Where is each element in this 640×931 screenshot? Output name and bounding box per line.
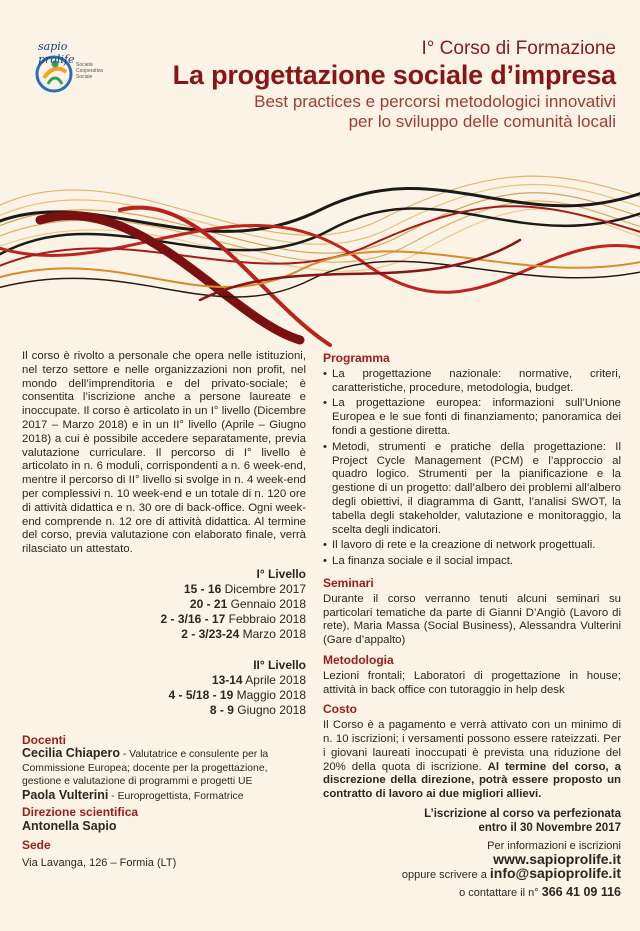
date-row: 2 - 3/23-24 Marzo 2018 (181, 626, 306, 641)
date-row: 2 - 3/16 - 17 Febbraio 2018 (160, 611, 306, 626)
list-item: • Il lavoro di rete e la creazione di network progettuali. (323, 539, 621, 553)
page-title: La progettazione sociale d’impresa (172, 60, 616, 90)
level-2-label: II° Livello (253, 657, 306, 672)
decorative-waves (0, 150, 640, 350)
metodologia-text: Lezioni frontali; Laboratori di progettazione in house; attività in back office con tutoraggio in help desk (323, 669, 621, 696)
left-column (22, 350, 306, 870)
course-kicker: I° Corso di Formazione (421, 38, 616, 59)
iscrizione-block (323, 808, 621, 901)
subtitle-line2: per lo sviluppo delle comunità locali (348, 112, 616, 131)
iscrizione-line1: L’iscrizione al corso va perfezionata (424, 807, 621, 820)
date-row: 4 - 5/18 - 19 Maggio 2018 (168, 687, 306, 702)
logo-tagline: Società Cooperativa Sociale (76, 62, 103, 80)
logo (14, 40, 104, 100)
schedule (22, 567, 306, 718)
date-row: 20 - 21 Gennaio 2018 (189, 596, 306, 611)
level-1-label: I° Livello (256, 566, 306, 581)
right-column (323, 352, 621, 901)
date-row: 13-14 Aprile 2018 (211, 672, 306, 687)
programma-heading: Programma (323, 351, 390, 365)
costo-heading: Costo (323, 702, 357, 717)
date-row: 8 - 9 Giugno 2018 (209, 702, 306, 717)
docenti-heading: Docenti (22, 732, 67, 747)
sede-address: Via Lavanga, 126 – Formia (LT) (22, 856, 177, 869)
email-link[interactable]: info@sapioprolife.it (489, 865, 621, 882)
docente-entry: Cecilia Chiapero - Valutatrice e consulente per la Commissione Europea; docente per la progettazione, gestione e valutazione di programmi e progetti UE (22, 746, 269, 788)
direzione-name: Antonella Sapio (22, 818, 117, 833)
direzione-heading: Direzione scientifica (22, 805, 139, 820)
programma-list (323, 368, 621, 569)
phone-line: o contattare il n° 366 41 09 116 (459, 884, 621, 899)
list-item: • La finanza sociale e il social impact. (323, 555, 621, 569)
logo-brand: sapio prolife (38, 40, 75, 66)
list-item: • La progettazione europea: informazioni sull’Unione Europea e le sue fonti di finanziamento; panoramica dei fondi a gestione diretta. (323, 397, 621, 438)
docenti-section (22, 734, 306, 871)
subtitle-line1: Best practices e percorsi metodologici innovativi (254, 92, 616, 111)
phone-number[interactable]: 366 41 09 116 (541, 884, 621, 899)
email-line: oppure scrivere a info@sapioprolife.it (401, 865, 621, 882)
seminari-text: Durante il corso verranno tenuti alcuni seminari su particolari tematiche da parte di Gianni D’Angiò (Lavoro di rete), Maria Massa (Social Business), Alessandra Vulterini (Gare d’appalto) (323, 592, 621, 647)
costo-text: Il Corso è a pagamento e verrà attivato con un minimo di n. 10 iscrizioni; i versamenti possono essere rateizzati. Per i giovani laureati inoccupati è prevista una riduzione del 20% della quota di iscrizione. Al termine del corso, a discrezione della direzione, potrà essere proposto un contratto di lavoro ai due migliori allievi. (323, 719, 621, 801)
metodologia-heading: Metodologia (323, 652, 394, 667)
docente-entry: Paola Vulterini - Europrogettista, Formatrice (22, 787, 244, 802)
sede-heading: Sede (22, 838, 51, 853)
intro-text: Il corso è rivolto a personale che opera nelle istituzioni, nel terzo settore e nelle organizzazioni non profit, nel mondo dell’imprenditoria e del privato-sociale; è consentita l’iscrizione anche a persone laureate e inoccupate. Il corso è articolato in un I° livello (Dicembre 2017 – Marzo 2018) e in un II° livello (Aprile – Giugno 2018) a cui è possibile accedere separatamente, previa valutazione curriculare. Il percorso di I° livello è articolato in n. 6 moduli, corrispondenti a n. 6 week-end, mentre il percorso di II° livello si svolge in n. 4 week-end per complessivi n. 10 week-end e un totale di n. 120 ore di attività didattica e n. 30 ore di back-office. Ogni week-end comprende n. 12 ore di attività didattica. Al termine del corso, previa valutazione con elaborato finale, verrà rilasciato un attestato. (22, 350, 306, 556)
header (96, 38, 616, 132)
seminari-heading: Seminari (323, 575, 374, 590)
info-label: Per informazioni e iscrizioni (487, 839, 621, 852)
website-link[interactable]: www.sapioprolife.it (493, 851, 621, 868)
list-item: • Metodi, strumenti e pratiche della progettazione: Il Project Cycle Management (PCM) e l’approccio al quadro logico. Strumenti per la pianificazione e la gestione di un progetto: dall’albero dei problemi all’albero degli obiettivi, il diagramma di Gantt, l’analisi SWOT, la tabella degli stakeholder, valutazione e monitoraggio, la scelta degli indicatori. (323, 441, 621, 538)
iscrizione-deadline: entro il 30 Novembre 2017 (478, 821, 621, 834)
date-row: 15 - 16 Dicembre 2017 (183, 581, 306, 596)
list-item: • La progettazione nazionale: normative, criteri, caratteristiche, procedure, metodologia, budget. (323, 368, 621, 396)
